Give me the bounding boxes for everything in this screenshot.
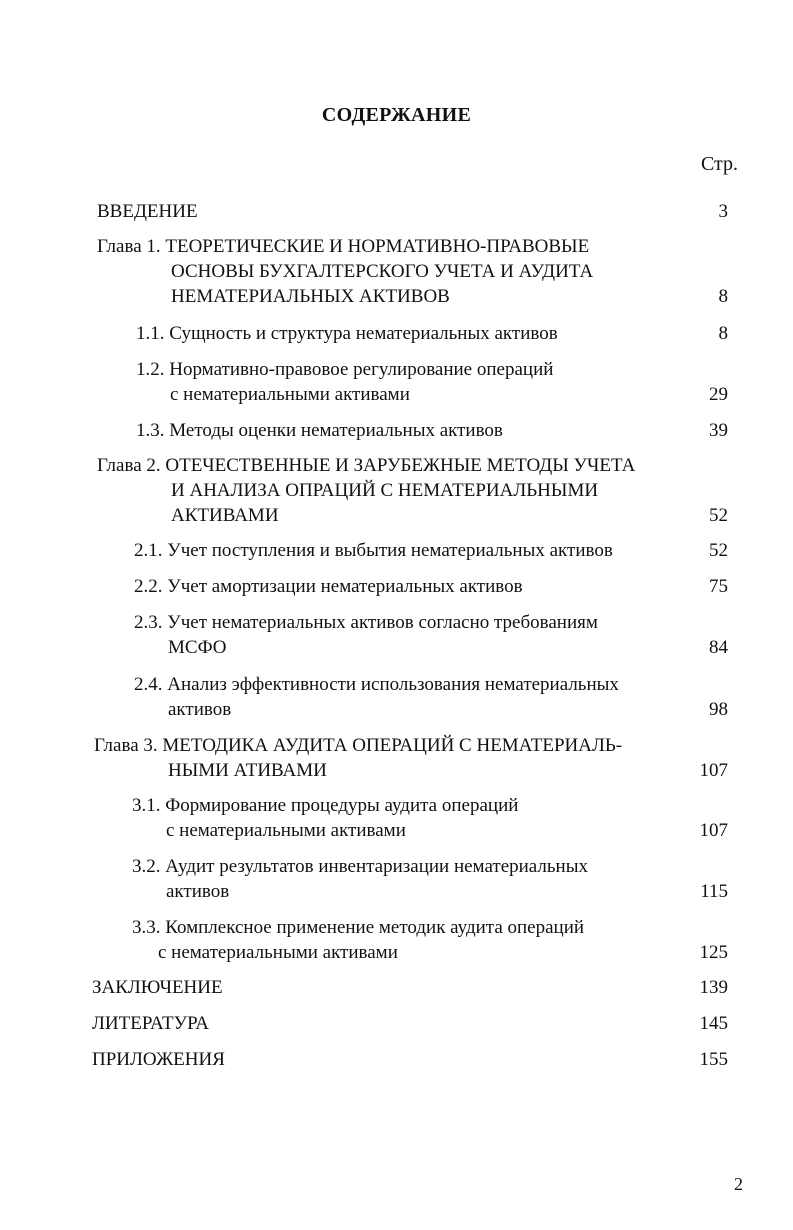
toc-entry-text: 3.3. Комплексное применение методик аудита операций с нематериальными активами (132, 917, 585, 963)
toc-entry-page: 139 (699, 977, 728, 998)
toc-entry-text: Глава 1. ТЕОРЕТИЧЕСКИЕ И НОРМАТИВНО-ПРАВОВЫЕ ОСНОВЫ БУХГАЛТЕРСКОГО УЧЕТА И АУДИТА НЕМАТЕРИАЛЬНЫХ АКТИВОВ (97, 236, 594, 307)
toc-entry-text: ЗАКЛЮЧЕНИЕ (92, 977, 223, 998)
toc-entry-page: 75 (709, 576, 728, 597)
toc-entry-page: 98 (709, 699, 728, 720)
toc-entry-page: 8 (718, 286, 728, 307)
toc-entry-text: 3.2. Аудит результатов инвентаризации нематериальных активов (132, 856, 588, 902)
toc-entry-page: 125 (699, 942, 728, 963)
toc-entry-page: 8 (718, 323, 728, 344)
toc-entry-text: 1.2. Нормативно-правовое регулирование операций с нематериальными активами (136, 359, 554, 405)
page-title: СОДЕРЖАНИЕ (321, 104, 472, 126)
toc-entry-page: 107 (699, 820, 728, 841)
page-column-header: Стр. (700, 153, 738, 175)
toc-entry-page: 3 (718, 201, 728, 222)
toc-entry-text: 1.3. Методы оценки нематериальных активов (136, 420, 503, 441)
toc-entry-page: 84 (709, 637, 728, 658)
toc-entry-page: 39 (709, 420, 728, 441)
toc-entry-text: 1.1. Сущность и структура нематериальных активов (136, 323, 558, 344)
toc-entry-page: 115 (700, 881, 728, 902)
toc-entry-page: 29 (709, 384, 728, 405)
toc-entry-text: 3.1. Формирование процедуры аудита операций с нематериальными активами (132, 795, 519, 841)
toc-entry-text: Глава 3. МЕТОДИКА АУДИТА ОПЕРАЦИЙ С НЕМАТЕРИАЛЬ- НЫМИ АТИВАМИ (94, 735, 623, 781)
toc-entry-text: ЛИТЕРАТУРА (92, 1013, 209, 1034)
toc-entry-text: ПРИЛОЖЕНИЯ (92, 1049, 225, 1070)
toc-entry-page: 52 (709, 505, 728, 526)
toc-entry-text: Глава 2. ОТЕЧЕСТВЕННЫЕ И ЗАРУБЕЖНЫЕ МЕТОДЫ УЧЕТА И АНАЛИЗА ОПРАЦИЙ С НЕМАТЕРИАЛЬНЫМИ АКТИВАМИ (97, 455, 636, 526)
toc-entry-text: ВВЕДЕНИЕ (97, 201, 198, 222)
page-number: 2 (734, 1174, 743, 1194)
toc-entry-page: 155 (699, 1049, 728, 1070)
toc-entry-page: 52 (709, 540, 728, 561)
toc-entry-text: 2.4. Анализ эффективности использования нематериальных активов (134, 674, 619, 720)
toc-entry-text: 2.2. Учет амортизации нематериальных активов (134, 576, 523, 597)
toc-entry-text: 2.1. Учет поступления и выбытия нематериальных активов (134, 540, 613, 561)
toc-entry-page: 107 (699, 760, 728, 781)
toc-entry-page: 145 (699, 1013, 728, 1034)
toc-entry-text: 2.3. Учет нематериальных активов согласно требованиям МСФО (134, 612, 598, 658)
